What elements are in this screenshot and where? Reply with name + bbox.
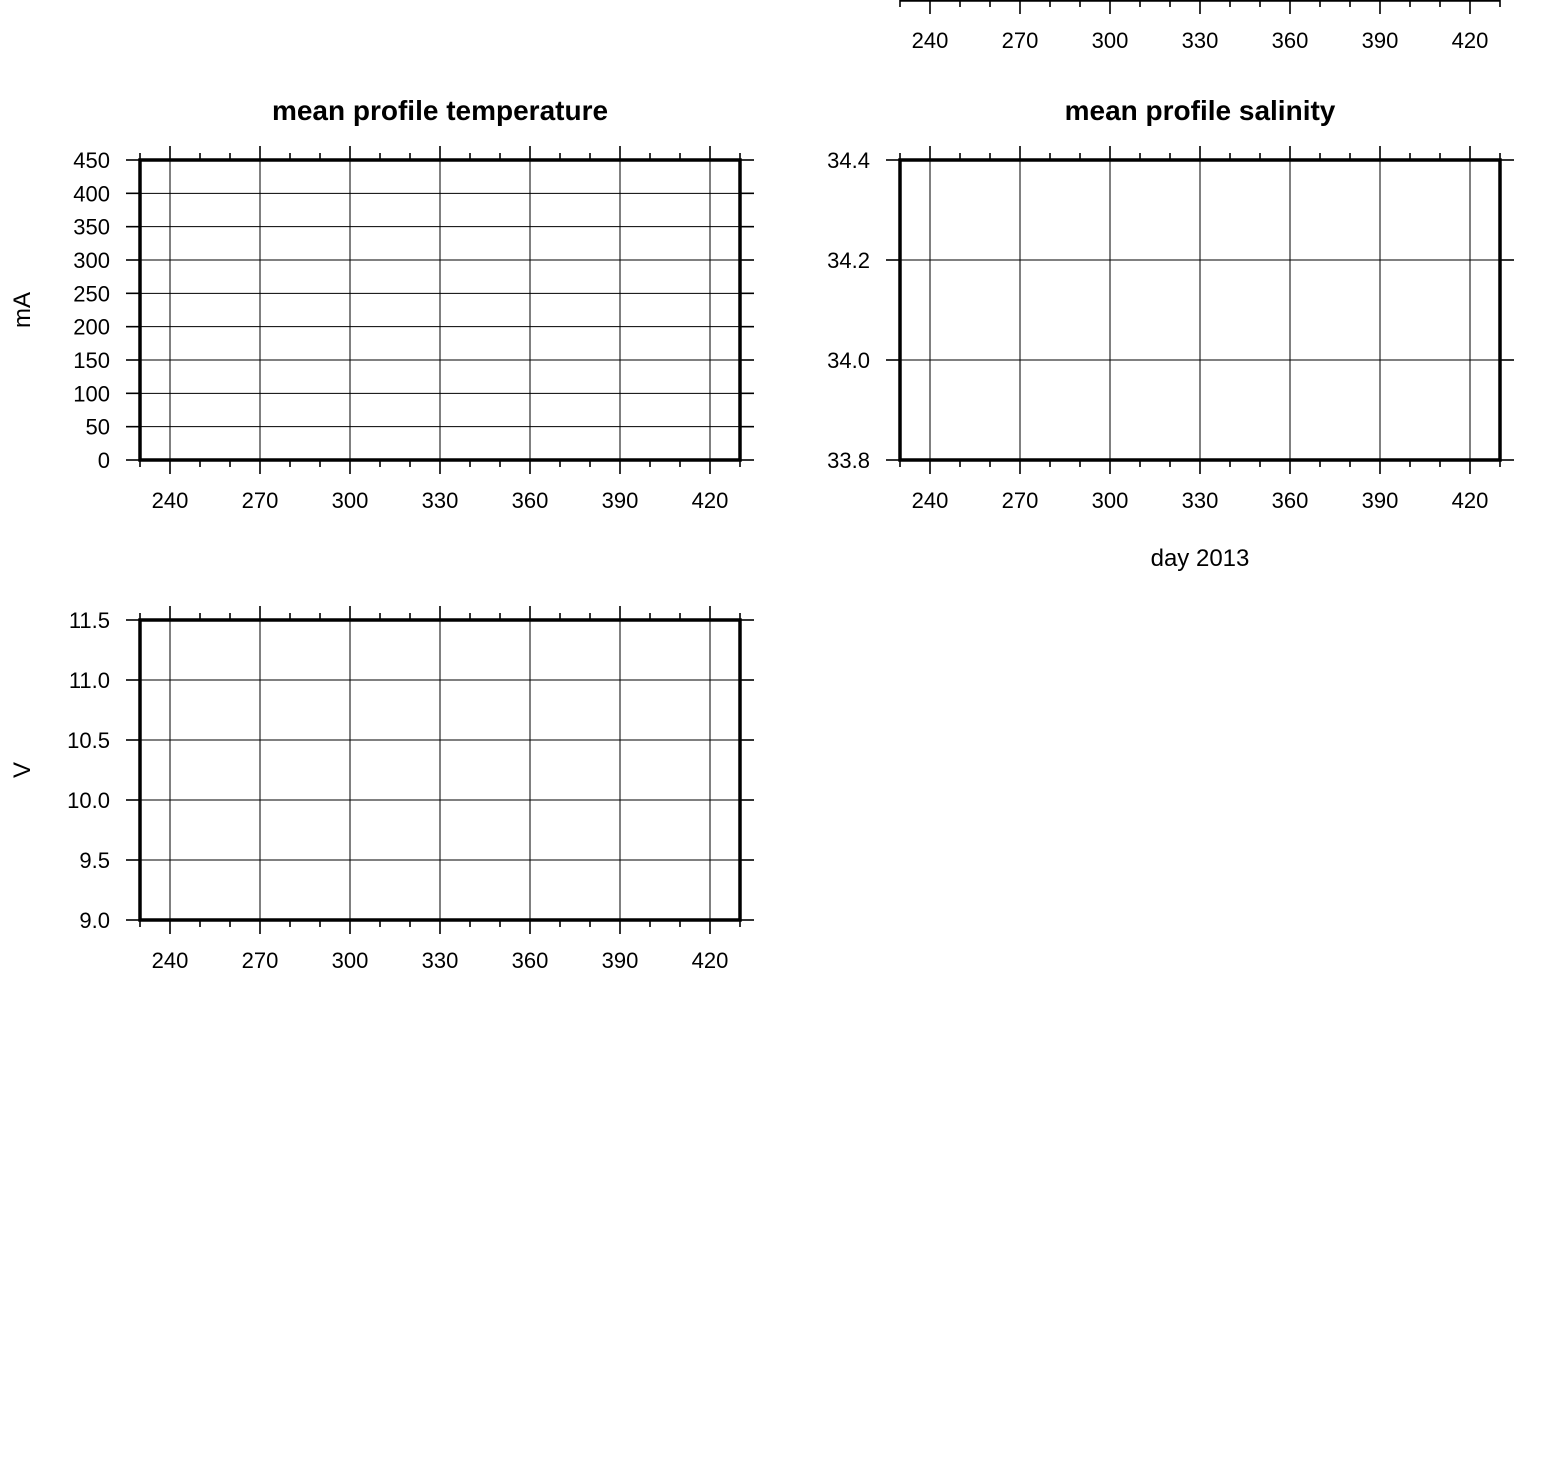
y-tick-label: 100 xyxy=(73,381,110,407)
y-tick-label: 300 xyxy=(73,248,110,273)
y-tick-label: 250 xyxy=(73,281,110,307)
y-tick-label: 200 xyxy=(73,314,110,340)
chart-panel-3 xyxy=(9,606,754,973)
x-tick-label: 360 xyxy=(511,948,549,973)
x-tick-label: 300 xyxy=(331,488,369,513)
y-tick-label: 11.5 xyxy=(68,608,110,633)
x-tick-label: 360 xyxy=(1271,488,1309,513)
y-tick-label: 33.8 xyxy=(827,448,870,473)
x-tick-label: 330 xyxy=(421,948,459,973)
y-axis-label: mA xyxy=(9,292,36,328)
y-tick-label: 150 xyxy=(73,348,110,373)
x-tick-label: 270 xyxy=(241,948,279,973)
x-tick-label: 330 xyxy=(421,488,459,513)
panel-title: mean profile salinity xyxy=(1064,95,1336,126)
x-tick-label: 420 xyxy=(1451,28,1489,53)
x-tick-label: 330 xyxy=(1181,488,1219,513)
panel-title: mean profile temperature xyxy=(271,95,609,126)
y-tick-label: 34.4 xyxy=(827,148,870,173)
x-tick-label: 420 xyxy=(691,948,729,973)
x-tick-label: 390 xyxy=(1361,488,1399,513)
x-tick-label: 360 xyxy=(511,488,549,513)
y-tick-label: 34.0 xyxy=(827,348,870,373)
x-tick-label: 300 xyxy=(1091,28,1129,53)
y-tick-label: 9.5 xyxy=(79,848,110,873)
y-tick-label: 34.2 xyxy=(827,248,870,273)
x-tick-label: 270 xyxy=(241,488,279,513)
y-tick-label: 350 xyxy=(73,214,110,240)
x-tick-label: 300 xyxy=(331,948,369,973)
x-tick-label: 420 xyxy=(1451,488,1489,513)
x-tick-label: 270 xyxy=(1001,488,1039,513)
x-tick-label: 270 xyxy=(1001,28,1039,53)
y-tick-label: 400 xyxy=(73,181,110,207)
x-axis-label: day 2013 xyxy=(1150,545,1250,572)
x-tick-label: 240 xyxy=(151,488,189,513)
x-tick-label: 240 xyxy=(151,948,189,973)
y-tick-label: 10.5 xyxy=(67,728,110,753)
x-tick-label: 240 xyxy=(911,488,949,513)
y-tick-label: 0 xyxy=(97,448,110,473)
x-tick-label: 360 xyxy=(1271,28,1309,53)
y-tick-label: 9.0 xyxy=(79,908,110,933)
x-tick-label: 390 xyxy=(601,488,639,513)
x-tick-label: 240 xyxy=(911,28,949,53)
x-tick-label: 300 xyxy=(1091,488,1129,513)
chart-panel-1 xyxy=(9,95,754,513)
y-tick-label: 450 xyxy=(73,148,110,173)
x-tick-label: 420 xyxy=(691,488,729,513)
chart-panel-2 xyxy=(827,95,1514,572)
chart-panel-0 xyxy=(900,0,1500,53)
y-tick-label: 50 xyxy=(85,414,110,440)
y-tick-label: 11.0 xyxy=(68,668,110,693)
x-tick-label: 390 xyxy=(601,948,639,973)
y-tick-label: 10.0 xyxy=(67,788,110,813)
x-tick-label: 330 xyxy=(1181,28,1219,53)
x-tick-label: 390 xyxy=(1361,28,1399,53)
y-axis-label: V xyxy=(9,761,36,779)
